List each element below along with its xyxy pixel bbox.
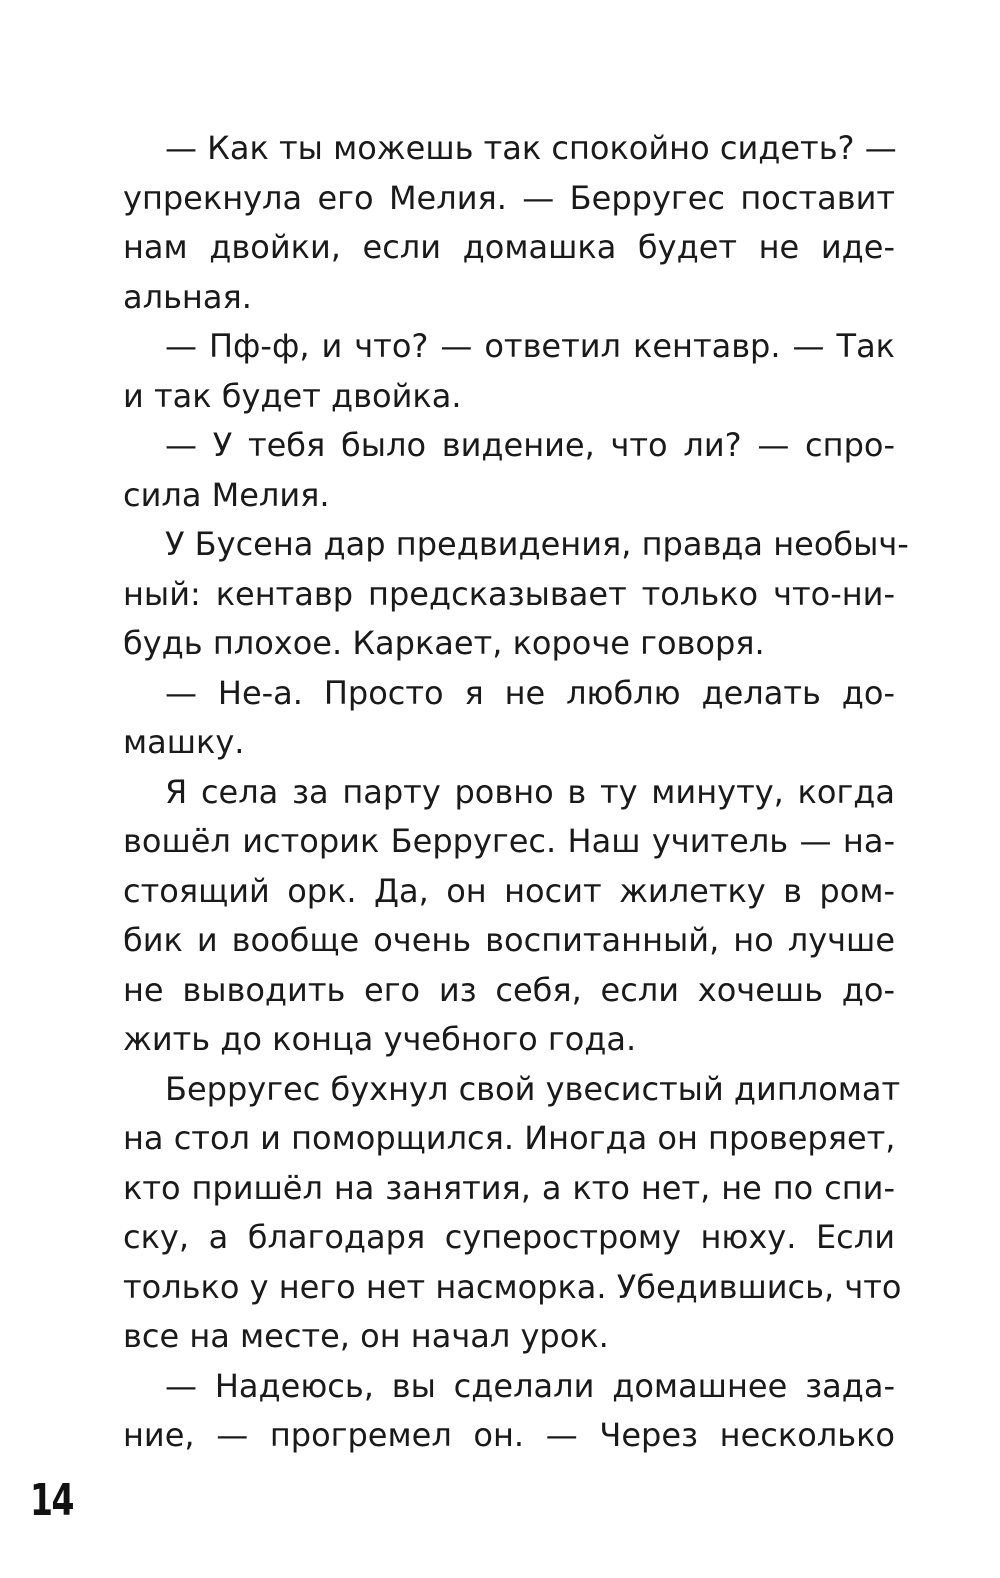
text-line: Я села за парту ровно в ту минуту, когда	[165, 772, 895, 811]
text-line: бик и вообще очень воспитанный, но лучше	[123, 921, 895, 959]
text-line: ску, а благодаря суперострому нюху. Если	[123, 1218, 895, 1256]
text-line: У Бусена дар предвидения, правда необыч-	[165, 525, 909, 563]
text-line: не выводить его из себя, если хочешь до-	[123, 970, 895, 1009]
text-line: будь плохое. Каркает, короче говоря.	[123, 624, 765, 662]
text-line: машку.	[123, 723, 245, 761]
text-line: — Как ты можешь так спокойно сидеть? —	[165, 129, 897, 167]
text-line: — У тебя было видение, что ли? — спро-	[165, 426, 895, 464]
text-line: нам двойки, если домашка будет не иде-	[123, 228, 895, 266]
text-line: и так будет двойка.	[123, 376, 462, 415]
text-line: упрекнула его Мелия. — Берругес поставит	[123, 178, 895, 217]
text-line: — Пф-ф, и что? — ответил кентавр. — Так	[165, 327, 895, 365]
text-line: кто пришёл на занятия, а кто нет, не по спи-	[123, 1168, 895, 1207]
text-line: жить до конца учебного года.	[123, 1020, 637, 1058]
text-line: стоящий орк. Да, он носит жилетку в ром-	[123, 871, 895, 910]
text-line: — Надеюсь, вы сделали домашнее зада-	[165, 1366, 895, 1405]
text-line: только у него нет насморка. Убедившись, что	[123, 1267, 902, 1306]
text-line: Берругес бухнул свой увесистый дипломат	[165, 1069, 901, 1108]
text-line: вошёл историк Берругес. Наш учитель — на-	[123, 822, 895, 860]
body-text	[123, 124, 909, 1461]
text-line: — Не-а. Просто я не люблю делать до-	[165, 673, 895, 712]
text-line: ние, — прогремел он. — Через несколько	[123, 1416, 895, 1454]
text-line: ный: кентавр предсказывает только что-ни-	[123, 574, 895, 613]
page-number: 14	[30, 1475, 73, 1526]
text-line: сила Мелия.	[123, 475, 330, 514]
text-line: на стол и поморщился. Иногда он проверяет,	[123, 1119, 896, 1157]
text-line: все на месте, он начал урок.	[123, 1317, 609, 1355]
text-line: альная.	[123, 277, 252, 316]
